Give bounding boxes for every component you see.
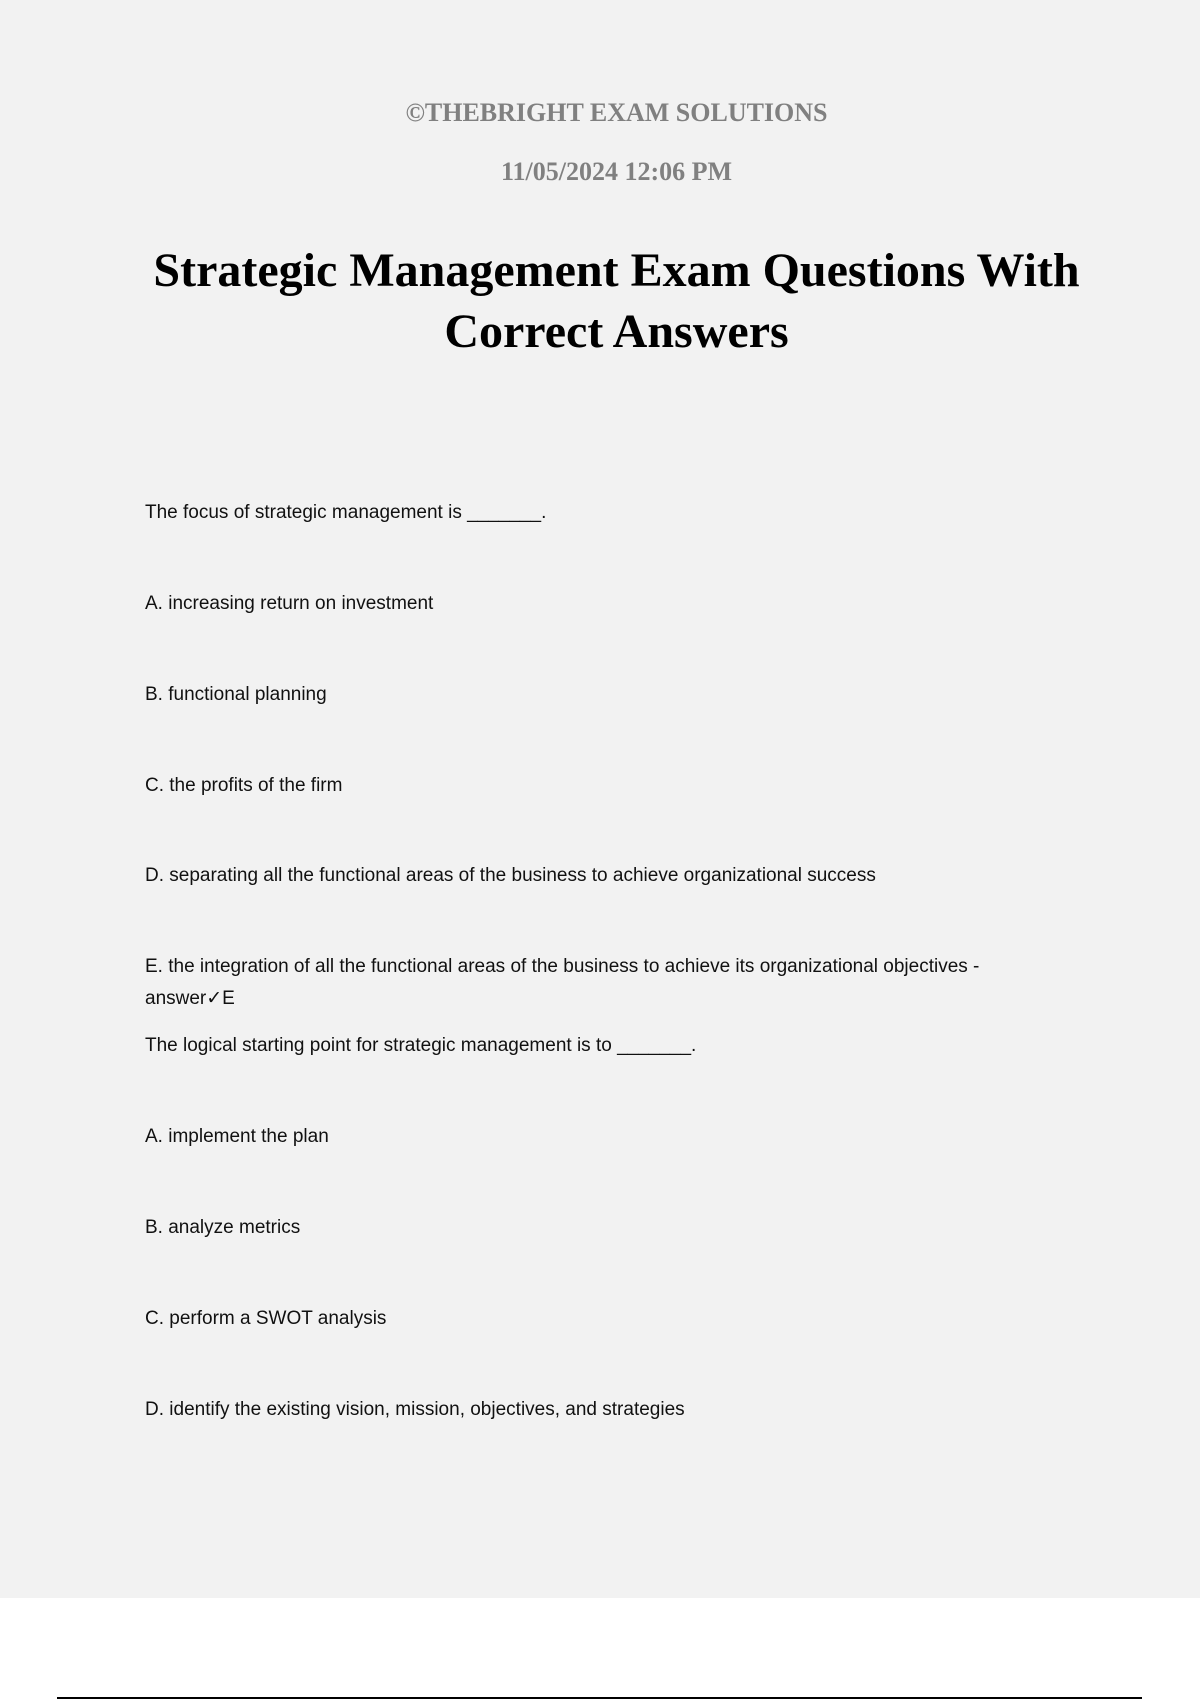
document-title: Strategic Management Exam Questions With Correct Answers [153,244,1080,358]
question-2-option-a: A. implement the plan [145,1126,329,1147]
question-2-option-c: C. perform a SWOT analysis [145,1308,387,1329]
question-1-option-e: E. the integration of all the functional areas of the business to achieve its organizational objectives - [145,956,980,977]
header-datetime: 11/05/2024 12:06 PM [500,157,733,186]
question-1-option-d: D. separating all the functional areas of the business to achieve organizational success [145,865,876,886]
question-1-prompt: The focus of strategic management is _______. [145,502,547,523]
question-2-option-d: D. identify the existing vision, mission, objectives, and strategies [145,1399,685,1420]
question-1-option-c: C. the profits of the firm [145,775,343,796]
question-2-prompt: The logical starting point for strategic management is to _______. [145,1035,697,1056]
question-2-option-b: B. analyze metrics [145,1217,301,1238]
header-brand: ©THEBRIGHT EXAM SOLUTIONS [405,98,828,127]
footer-divider [57,1697,1142,1699]
question-1-option-a: A. increasing return on investment [145,593,434,614]
question-1-answer: answer✓E [145,988,235,1009]
question-1-option-b: B. functional planning [145,684,327,705]
